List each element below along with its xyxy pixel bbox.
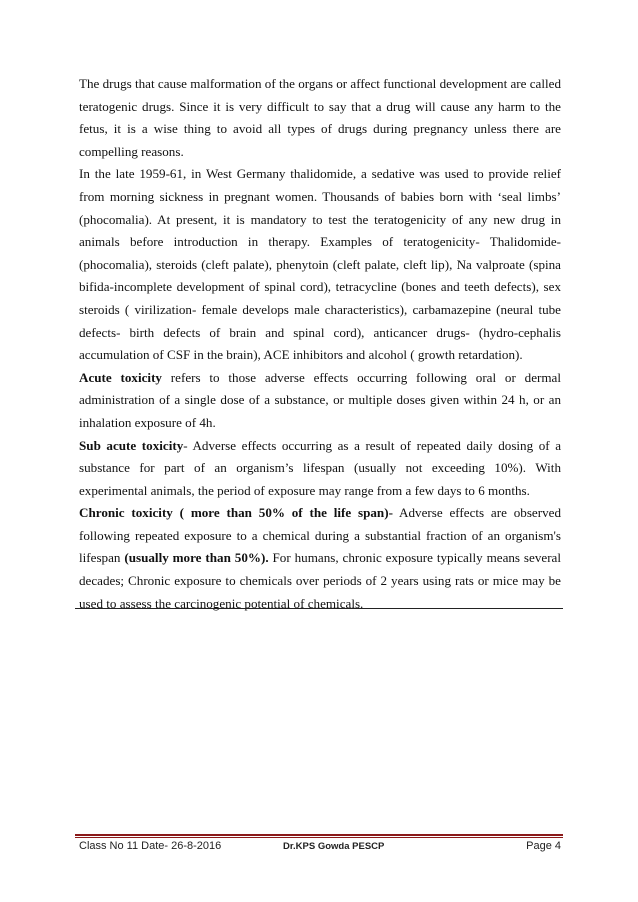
chronic-toxicity-bold: (usually more than 50%). [124,550,269,566]
paragraph-chronic-toxicity [79,502,561,615]
chronic-toxicity-text-1: Adverse effects are observed following repeated exposure to a chemical during a substantial fraction of an organism's lifespan [79,505,561,566]
acute-toxicity-text: refers to those adverse effects occurring following oral or dermal administration of a single dose of a substance, or multiple doses given within 24 h, or an inhalation exposure of 4h. [79,369,561,430]
paragraph-subacute-toxicity [79,435,561,503]
term-chronic-toxicity: Chronic toxicity ( more than 50% of the life span)- [79,505,393,521]
term-subacute-toxicity: Sub acute toxicity [79,437,184,453]
paragraph-thalidomide: In the late 1959-61, in West Germany thalidomide, a sedative was used to provide relief from morning sickness in pregnant women. Thousands of babies born with ‘seal limbs’ (phocomalia). At present, it is mandatory to test the teratogenicity of any new drug in animals before introduction in therapy. Examples of teratogenicity- Thalidomide-(phocomalia), steroids (cleft palate), phenytoin (cleft palate, cleft lip), Na valproate (spina bifida-incomplete development of spinal cord), tetracycline (bones and teeth defects), sex steroids ( virilization- female develops male characteristics), carbamazepine (neural tube defects- birth defects of brain and spinal cord), anticancer drugs- (hydro-cephalis accumulation of CSF in the brain), ACE inhibitors and alcohol ( growth retardation). [79,166,561,363]
paragraph-teratogenic: The drugs that cause malformation of the organs or affect functional development are called teratogenic drugs. Since it is very difficult to say that a drug will cause any harm to the fetus, it is a wise thing to avoid all types of drugs during pregnancy unless there are compelling reasons. [79,76,561,159]
footer-divider [75,834,563,838]
body-text [79,73,561,615]
chronic-toxicity-text-2: For humans, chronic exposure typically means several decades; Chronic exposure to chemicals over periods of 2 years using rats or mice may be used to assess the carcinogenic potential of chemicals. [79,550,562,611]
subacute-toxicity-text: - Adverse effects occurring as a result of repeated daily dosing of a substance for part of an organism’s lifespan (usually not exceeding 10%). With experimental animals, the period of exposure may range from a few days to 6 months. [79,437,562,498]
paragraph-acute-toxicity [79,367,561,435]
footer-page-number: Page 4 [526,840,561,852]
content-divider [75,608,563,609]
footer-class-date: Class No 11 Date- 26-8-2016 [79,840,222,852]
term-acute-toxicity: Acute toxicity [79,369,162,385]
footer-author: Dr.KPS Gowda PESCP [283,841,385,852]
